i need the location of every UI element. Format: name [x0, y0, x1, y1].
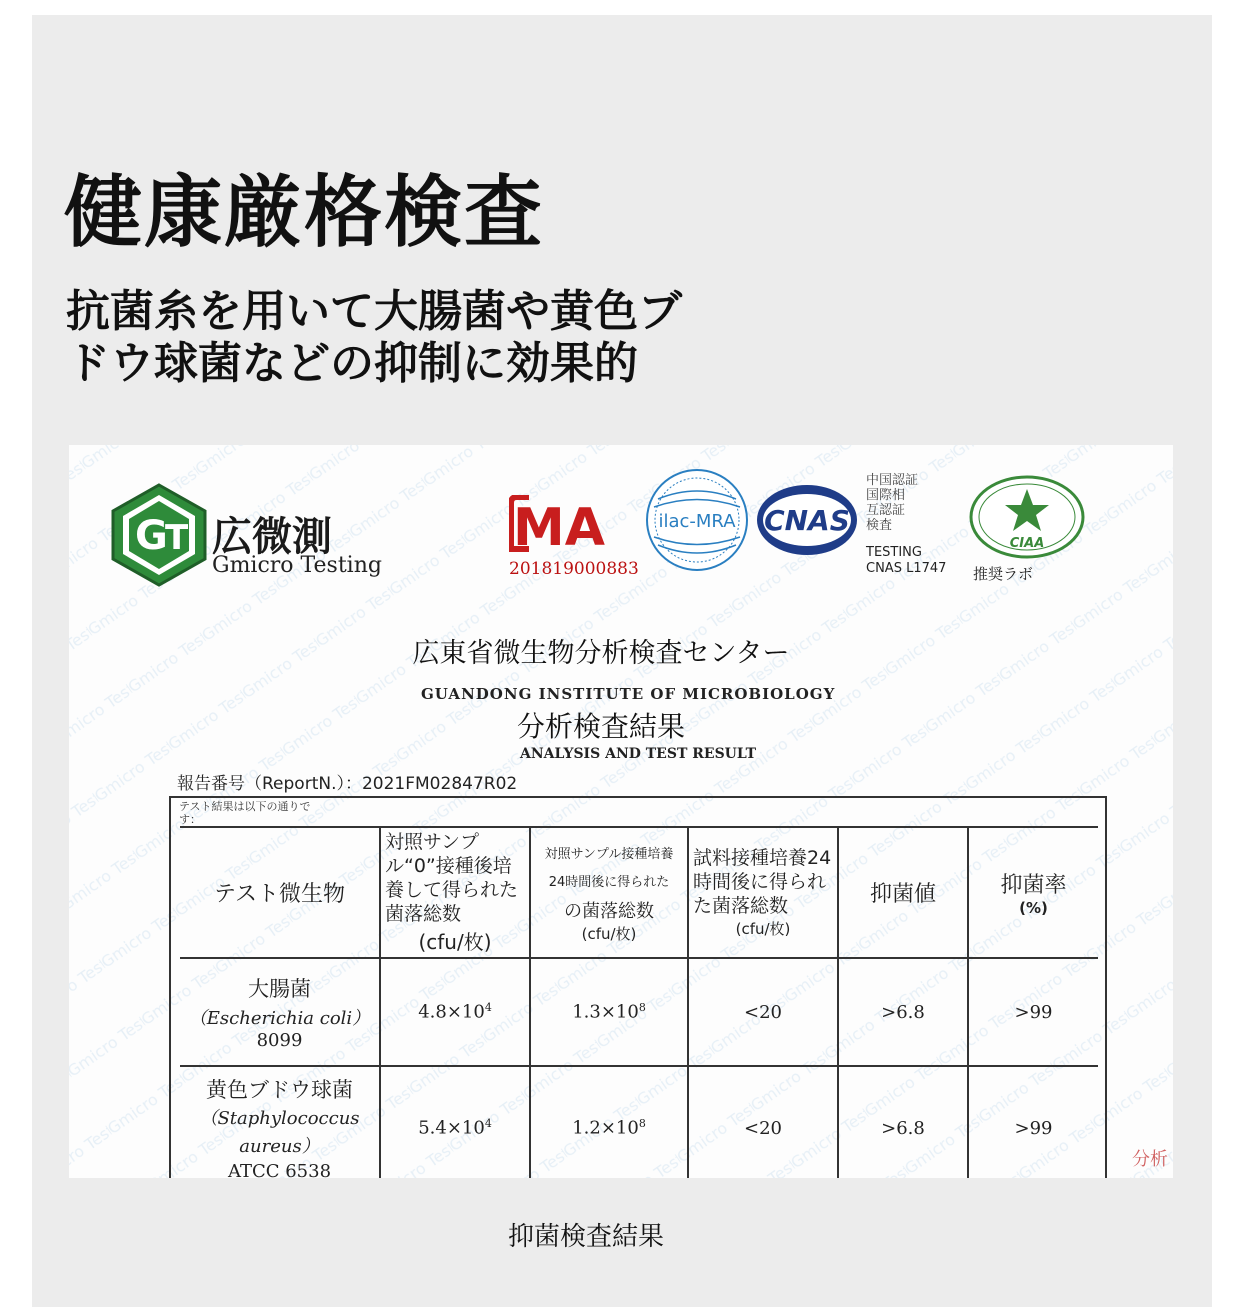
results-table-frame [169, 796, 1107, 1178]
cell-inhibition-value: >6.8 [838, 958, 968, 1066]
gmicro-logo-icon [109, 483, 209, 587]
cnas-code-block [866, 545, 946, 577]
corner-tag: 分析 [1132, 1149, 1168, 1170]
ciaa-label: CIAA [1009, 536, 1045, 551]
header-organism: テスト微生物 [180, 827, 380, 958]
page-title: 健康厳格検査 [64, 168, 545, 258]
cnas-text-block [866, 473, 918, 533]
result-title: 分析検査結果 [516, 710, 685, 743]
table-row [180, 1066, 1098, 1178]
results-table [180, 826, 1098, 1178]
cell-inhibition-value: >6.8 [838, 1066, 968, 1178]
cma-number: 201819000883 [509, 559, 639, 579]
cell-inhibition-rate: >99 [968, 958, 1098, 1066]
svg-text:T: T [165, 518, 189, 558]
image-caption: 抑菌検査結果 [507, 1222, 664, 1252]
ilac-mra-logo-icon [644, 467, 750, 573]
institute-english-name: GUANDONG INSTITUTE OF MICROBIOLOGY [421, 685, 836, 703]
cnas-label: CNAS [764, 504, 850, 537]
cnas-code: CNAS L1747 [866, 561, 947, 576]
report-number: 報告番号（ReportN.）：2021FM02847R02 [177, 774, 518, 794]
lab-logo-subtitle: Gmicro Testing [212, 553, 382, 578]
header-control-24h: 対照サンプル接種培養 24時間後に得られた の菌落総数 (cfu/枚) [530, 827, 688, 958]
center-name: 広東省微生物分析検査センター [412, 638, 790, 669]
header-inhibition-value: 抑菌値 [838, 827, 968, 958]
svg-text:G: G [135, 513, 168, 559]
ciaa-logo-icon [969, 475, 1085, 559]
cnas-text-line: 国際相 [866, 488, 906, 503]
ilac-label: ilac-MRA [658, 511, 736, 532]
cell-control: $4.8\times 10^4$ [380, 958, 530, 1066]
table-row [180, 958, 1098, 1066]
cnas-text-line: 検査 [866, 518, 893, 533]
cnas-logo-icon [755, 483, 859, 557]
header-sample-24h: 試料接種培養24時間後に得られた菌落総数 (cfu/枚) [688, 827, 838, 958]
svg-text:MA: MA [513, 498, 605, 555]
page-subtitle [66, 286, 746, 390]
table-header-row [180, 827, 1098, 958]
subtitle-line-1: 抗菌糸を用いて大腸菌や黄色ブ [66, 286, 682, 337]
header-control: 対照サンプル“0”接種後培養して得られた菌落総数 (cfu/枚) [380, 827, 530, 958]
cnas-text-line: 中国認証 [866, 473, 919, 488]
cell-organism: 黄色ブドウ球菌 （Staphylococcus aureus） ATCC 6538 [180, 1066, 380, 1178]
cell-sample-24h: <20 [688, 1066, 838, 1178]
cell-inhibition-rate: >99 [968, 1066, 1098, 1178]
cma-logo-icon [509, 495, 629, 555]
cnas-testing-label: TESTING [866, 545, 922, 560]
cell-organism: 大腸菌 （Escherichia coli） 8099 [180, 958, 380, 1066]
header-inhibition-rate: 抑菌率 (%) [968, 827, 1098, 958]
table-note: テスト結果は以下の通りです： [179, 800, 311, 826]
cell-sample-24h: <20 [688, 958, 838, 1066]
cell-control-24h: $1.2\times 10^8$ [530, 1066, 688, 1178]
result-title-english: ANALYSIS AND TEST RESULT [519, 746, 757, 762]
cell-control: $5.4\times 10^4$ [380, 1066, 530, 1178]
cell-control-24h: $1.3\times 10^8$ [530, 958, 688, 1066]
subtitle-line-2: ドウ球菌などの抑制に効果的 [66, 338, 638, 389]
lab-logo-name: 広微測 [212, 514, 332, 560]
cnas-text-line: 互認証 [866, 503, 906, 518]
test-report-image [69, 445, 1173, 1178]
ciaa-caption: 推奨ラボ [973, 565, 1034, 583]
